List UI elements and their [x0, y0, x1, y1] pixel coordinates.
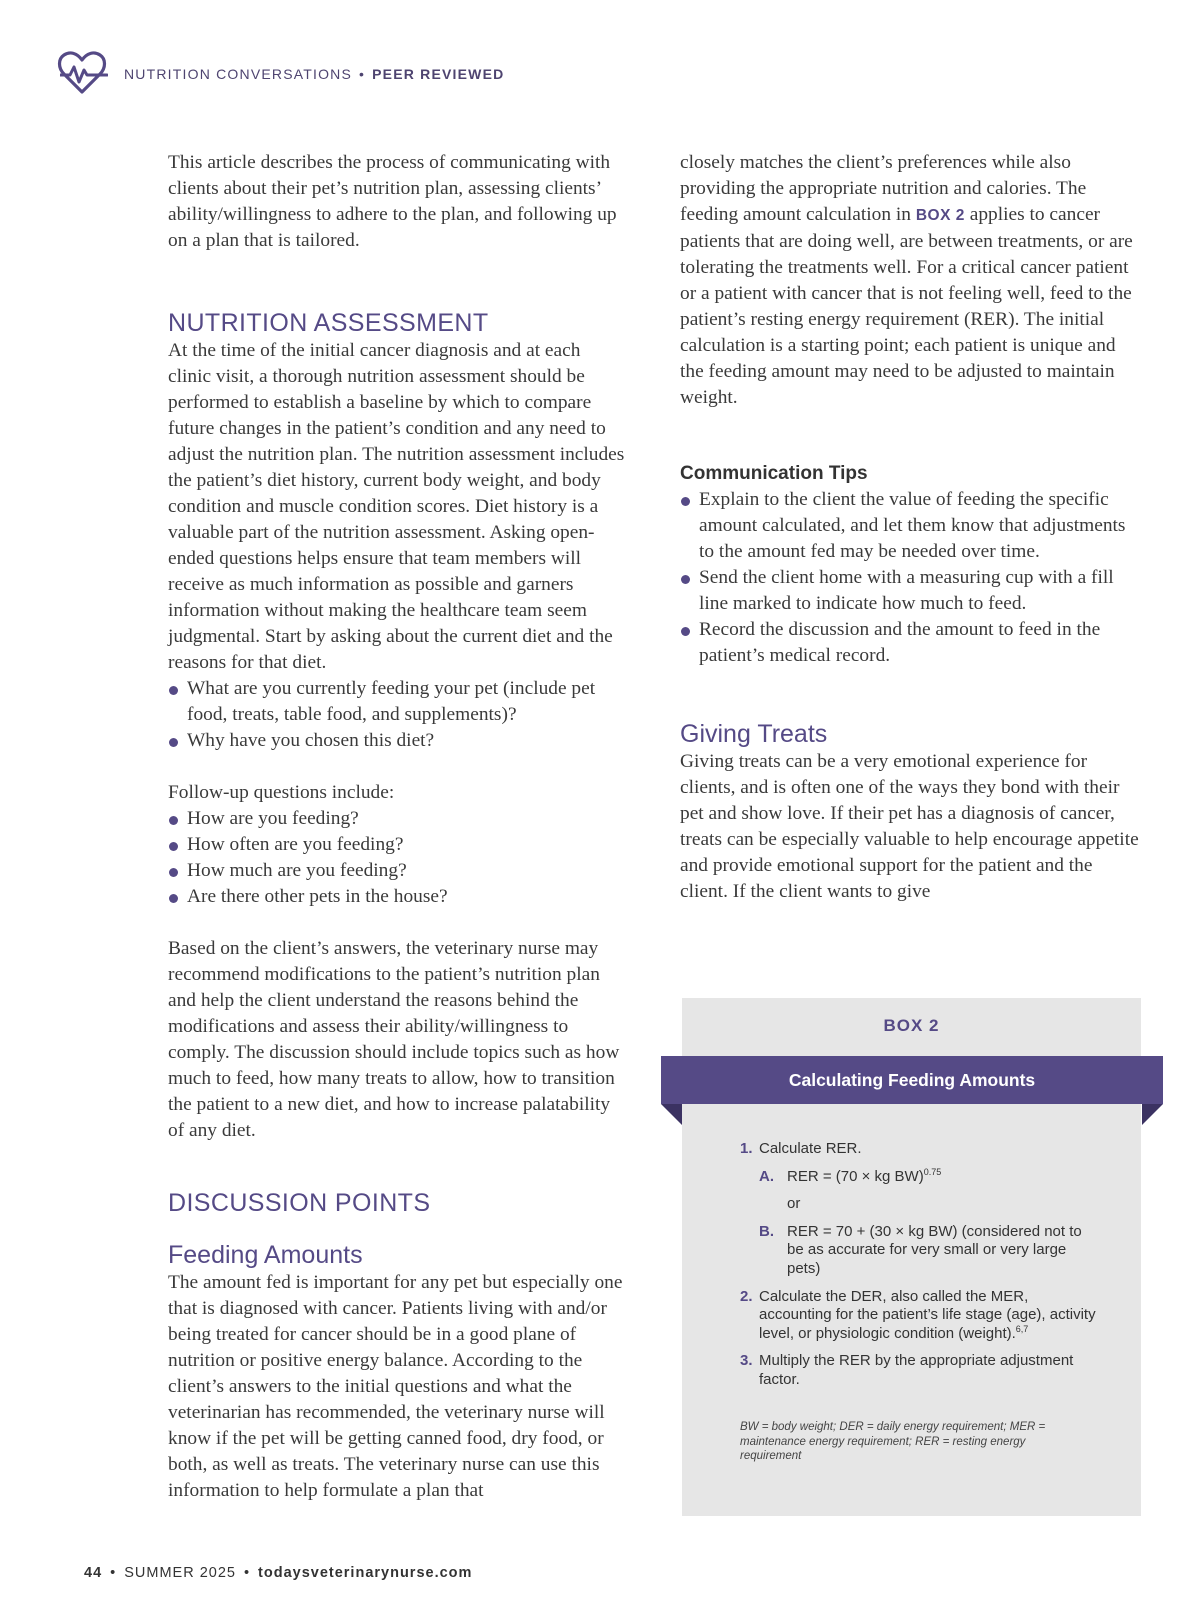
list-item: What are you currently feeding your pet (include pet food, treats, table food, and supplements)? — [168, 676, 628, 728]
step-number: 2. — [740, 1287, 753, 1305]
step-2-reference: 6,7 — [1015, 1323, 1029, 1334]
subheading-feeding-amounts: Feeding Amounts — [168, 1241, 363, 1269]
assessment-closing-paragraph: Based on the client’s answers, the veterinary nurse may recommend modifications to the patient’s nutrition plan and help the client understand the reasons behind the modifications and assess their ability/willingness to comply. The discussion should include topics such as how much to feed, how many treats to allow, how to transition the patient to a new diet, and how to increase palatability of any diet. — [168, 938, 620, 1141]
box2-title-banner: Calculating Feeding Amounts — [661, 1056, 1163, 1104]
box2-steps — [740, 1140, 1100, 1390]
step-number: 1. — [740, 1140, 753, 1157]
followup-list — [168, 806, 628, 910]
step-letter: A. — [759, 1167, 774, 1185]
box2-abbreviations: BW = body weight; DER = daily energy requirement; MER = maintenance energy requirement; RER = resting energy requirement — [740, 1421, 1046, 1462]
step-1 — [740, 1140, 1100, 1279]
list-item: Are there other pets in the house? — [168, 884, 628, 910]
step-text: Calculate RER. — [759, 1140, 862, 1157]
tips-list — [680, 487, 1140, 669]
assessment-paragraph: At the time of the initial cancer diagnosis and at each clinic visit, a thorough nutrition assessment should be performed to establish a baseline by which to compare future changes in the patient’s condition and any need to adjust the nutrition plan. The nutrition assessment includes the patient’s diet history, current body weight, and body condition and muscle condition scores. Diet history is a valuable part of the nutrition assessment. Asking open-ended questions helps ensure that team members will receive as much information as possible and garners information without making the healthcare team seem judgmental. Start by asking about the current diet and the reasons for that diet. — [168, 340, 625, 673]
intro-paragraph: This article describes the process of communicating with clients about their pet’s nutrition plan, assessing clients’ ability/willingness to adhere to the plan, and following up on a plan that is tailored. — [168, 152, 617, 251]
left-column — [168, 150, 628, 1504]
list-item: How often are you feeding? — [168, 832, 628, 858]
list-item: How much are you feeding? — [168, 858, 628, 884]
continued-text-start: closely matches the client’s preferences while also providing the appropriate nutrition and calories. The feeding amount calculation in — [680, 152, 1087, 225]
subheading-communication-tips: Communication Tips — [680, 463, 868, 484]
subheading-giving-treats: Giving Treats — [680, 720, 828, 748]
step-text: Calculate the DER, also called the MER, accounting for the patient’s life stage (age), activity level, or physiologic condition (weight). — [759, 1287, 1096, 1342]
footer-separator: • — [243, 1565, 251, 1581]
banner-fold-left — [661, 1104, 682, 1125]
followup-intro: Follow-up questions include: — [168, 782, 395, 803]
page-footer — [84, 1565, 472, 1581]
header-text — [124, 66, 504, 82]
step-letter: B. — [759, 1222, 774, 1240]
formula-b: RER = 70 + (30 × kg BW) (considered not to be as accurate for very small or very large pets) — [787, 1222, 1082, 1277]
list-item: Explain to the client the value of feeding the specific amount calculated, and let them know that adjustments to the amount fed may be needed over time. — [680, 487, 1140, 565]
website-link[interactable]: todaysveterinarynurse.com — [258, 1565, 473, 1581]
treats-paragraph: Giving treats can be a very emotional experience for clients, and is often one of the ways they bond with their pet and show love. If their pet has a diagnosis of cancer, treats can be especially valuable to help encourage appetite and provide emotional support for the patient and the client. If the client wants to give — [680, 751, 1139, 902]
section-heading-assessment: NUTRITION ASSESSMENT — [168, 309, 489, 337]
step-3 — [740, 1352, 1100, 1389]
right-column — [680, 150, 1140, 905]
formula-a-exponent: 0.75 — [923, 1166, 942, 1177]
or-text-wrap — [759, 1195, 1100, 1214]
step-number: 3. — [740, 1352, 753, 1370]
question-list — [168, 676, 628, 754]
page-number: 44 — [84, 1565, 103, 1581]
step-1b — [759, 1223, 1100, 1279]
continued-text-end: applies to cancer patients that are doing well, are between treatments, or are tolerating the treatments well. For a critical cancer patient or a patient with cancer that is not feeling well, feed to the patient’s resting energy requirement (RER). The initial calculation is a starting point; each patient is unique and the feeding amount may need to be adjusted to maintain weight. — [680, 204, 1133, 408]
section-heading-discussion: DISCUSSION POINTS — [168, 1189, 431, 1217]
step-1a — [759, 1168, 1100, 1187]
list-item: Why have you chosen this diet? — [168, 728, 628, 754]
header-separator: • — [359, 66, 366, 82]
header-section: NUTRITION CONVERSATIONS — [124, 66, 353, 82]
list-item: How are you feeding? — [168, 806, 628, 832]
list-item: Record the discussion and the amount to feed in the patient’s medical record. — [680, 617, 1140, 669]
issue-label: SUMMER 2025 — [124, 1565, 236, 1581]
continued-paragraph — [680, 150, 1140, 411]
header-label: PEER REVIEWED — [372, 66, 505, 82]
or-text: or — [787, 1195, 801, 1213]
box-reference: BOX 2 — [915, 207, 965, 224]
step-text: Multiply the RER by the appropriate adjustment factor. — [759, 1352, 1074, 1388]
feeding-paragraph: The amount fed is important for any pet but especially one that is diagnosed with cancer. Patients living with and/or being treated for cancer should be in a good plane of nutrition or positive energy balance. According to the client’s answers to the initial questions and what the veterinarian has recommended, the veterinary nurse will know if the pet will be getting canned food, dry food, or both, as well as treats. The veterinary nurse can use this information to help formulate a plan that — [168, 1272, 623, 1501]
list-item: Send the client home with a measuring cup with a fill line marked to indicate how much to feed. — [680, 565, 1140, 617]
formula-a: RER = (70 × kg BW) — [787, 1167, 924, 1185]
heart-pulse-icon — [56, 50, 108, 96]
footer-separator: • — [110, 1565, 117, 1581]
step-2 — [740, 1288, 1100, 1344]
banner-fold-right — [1142, 1104, 1163, 1125]
box2-label: BOX 2 — [883, 1016, 940, 1035]
